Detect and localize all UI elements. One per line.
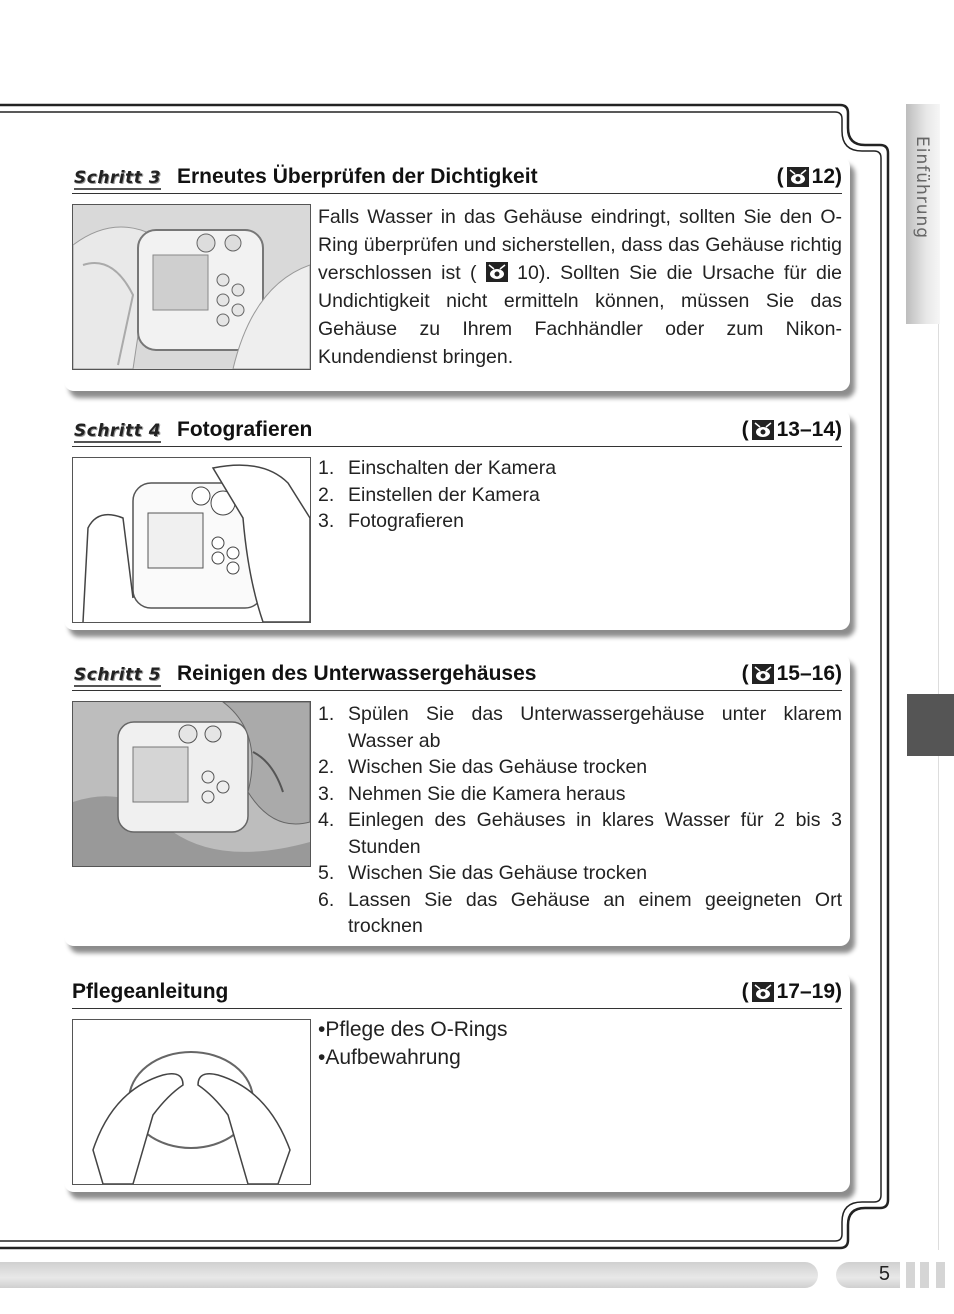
list-item [318,508,842,535]
page-reference[interactable] [742,980,842,1004]
page-reference-icon [752,982,774,1002]
page-reference[interactable] [742,418,842,442]
ref-open: ( [741,980,749,1003]
page-reference-icon [486,262,508,282]
step-number: 4. [318,809,335,831]
paragraph-part-2: Sollten Sie die Ursache für die Undichtigkeit nicht ermitteln können, müssen Sie das Gehäuse zu Ihrem Fachhändler oder zum Nikon-Kundendienst bringen. [318,262,843,368]
step-number: 5. [318,862,335,884]
list-item [318,887,842,940]
step-text: Einlegen des Gehäuses in klares Wasser für 2 bis 3 Stunden [348,809,842,858]
sidebar-chapter-marker [907,694,954,756]
card-step-5 [64,654,850,946]
page-reference[interactable] [777,165,842,189]
paragraph-ref[interactable]: 10). [517,262,551,284]
bullet-text: Pflege des O-Rings [325,1018,508,1041]
list-item [318,754,842,781]
step-number: 3. [318,510,335,532]
step-badge: Schritt 4 [74,421,162,441]
card-paragraph [318,203,842,371]
bullet-mark: • [318,1046,326,1069]
hands-holding-housing-photo [72,457,311,623]
footer-stripe [936,1262,945,1288]
list-item [318,1016,842,1044]
ref-pages: 12) [811,165,842,188]
footer-stripe [920,1262,929,1288]
bullets-wrap [318,1016,842,1072]
step-text: Nehmen Sie die Kamera heraus [348,782,626,805]
bullet-text: Aufbewahrung [325,1046,461,1069]
card-header [72,416,842,447]
ref-pages: 17–19) [776,980,842,1003]
sidebar-section-label: Einführung [912,136,932,240]
step-text: Lassen Sie das Gehäuse an einem geeigneten Ort trocknen [348,888,842,937]
list-item [318,455,842,482]
step-text: Einschalten der Kamera [348,457,557,479]
page-number-box [836,1262,900,1288]
step-number: 1. [318,703,335,725]
step-text: Wischen Sie das Gehäuse trocken [348,756,648,778]
card-step-3 [64,157,850,391]
steps-list [318,701,842,940]
list-item [318,701,842,754]
step-text: Fotografieren [348,510,464,532]
page-reference[interactable] [742,662,842,686]
card-header [72,163,842,194]
footer-bar [0,1262,818,1288]
card-title: Pflegeanleitung [72,980,229,1003]
step-number: 3. [318,782,335,805]
card-title: Erneutes Überprüfen der Dichtigkeit [177,165,538,188]
page-reference-icon [752,420,774,440]
housing-in-water-photo [72,701,311,867]
list-item [318,807,842,860]
ref-open: ( [741,662,749,685]
card-header [72,660,842,691]
footer-stripe [906,1262,915,1288]
step-text: Spülen Sie das Unterwassergehäuse unter klarem Wasser ab [348,703,842,752]
hands-checking-housing-photo [72,204,311,370]
list-item [318,860,842,887]
page-reference-icon [752,664,774,684]
card-care-instructions [64,972,850,1192]
step-number: 2. [318,756,335,778]
step-number: 1. [318,457,335,479]
step-number: 2. [318,483,335,506]
page-number: 5 [878,1263,890,1285]
ref-pages: 13–14) [776,418,842,441]
card-header [72,978,842,1009]
card-title: Fotografieren [177,418,313,441]
step-text: Wischen Sie das Gehäuse trocken [348,862,648,884]
paragraph-part-1: Falls Wasser in das Gehäuse eindringt, sollten Sie den O-Ring überprüfen und sicherstellen, dass das Gehäuse richtig verschlossen ist ( [318,206,842,284]
step-number: 6. [318,888,335,911]
steps-list-wrap [318,455,842,535]
step-text: Einstellen der Kamera [348,483,540,506]
hands-stretching-o-ring-photo [72,1019,311,1185]
ref-open: ( [776,165,784,188]
list-item [318,1044,842,1072]
card-title: Reinigen des Unterwassergehäuses [177,662,537,685]
steps-list-wrap [318,701,842,940]
page-reference-icon [787,167,809,187]
ref-pages: 15–16) [776,662,842,685]
bullet-list [318,1016,842,1072]
step-badge: Schritt 5 [74,665,162,685]
list-item [318,781,842,808]
steps-list [318,455,842,535]
card-step-4 [64,410,850,630]
ref-open: ( [741,418,749,441]
bullet-mark: • [318,1018,326,1041]
list-item [318,482,842,509]
step-badge: Schritt 3 [74,168,162,188]
